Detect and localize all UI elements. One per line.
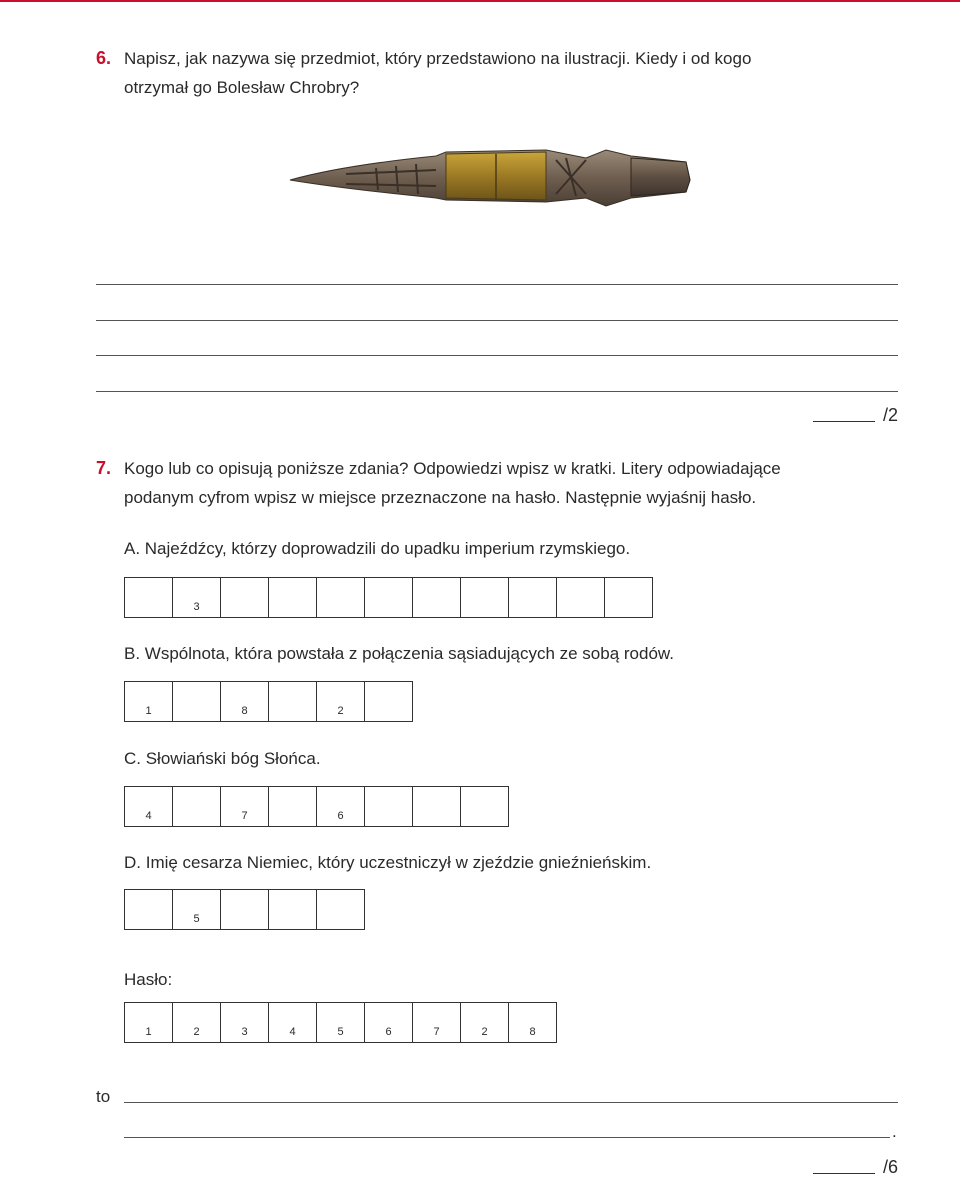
cell-digit: 4 <box>289 1026 296 1038</box>
task-7-score-label: /6 <box>882 1157 898 1177</box>
haslo-label: Hasło: <box>124 970 173 989</box>
cell-digit: 8 <box>241 705 248 717</box>
letter-cell[interactable] <box>268 786 317 827</box>
cell-digit: 1 <box>145 1026 152 1038</box>
letter-cell[interactable] <box>508 577 557 618</box>
answer-line-4[interactable] <box>96 391 898 392</box>
task-7-number: 7. <box>96 458 112 478</box>
letter-cell[interactable] <box>460 786 509 827</box>
cell-digit: 2 <box>337 705 344 717</box>
letter-cell[interactable] <box>460 1002 509 1043</box>
task-6-score-label: /2 <box>882 405 898 425</box>
question-d: D. Imię cesarza Niemiec, który uczestniczył w zjeździe gnieźnieńskim. <box>124 853 652 872</box>
letter-cell[interactable] <box>220 889 269 930</box>
letter-cell[interactable] <box>412 786 461 827</box>
letter-cell[interactable] <box>220 681 269 722</box>
letter-cell[interactable] <box>172 681 221 722</box>
cell-digit: 5 <box>337 1026 344 1038</box>
letter-cell[interactable] <box>220 577 269 618</box>
letter-cell[interactable] <box>412 1002 461 1043</box>
cell-digit: 6 <box>385 1026 392 1038</box>
letter-cell[interactable] <box>364 577 413 618</box>
task-6-prompt <box>96 44 751 102</box>
letter-cell[interactable] <box>220 786 269 827</box>
letter-cell[interactable] <box>268 681 317 722</box>
question-c: C. Słowiański bóg Słońca. <box>124 749 321 768</box>
task-6-line-1: Napisz, jak nazywa się przedmiot, który przedstawiono na ilustracji. Kiedy i od kogo <box>124 49 752 68</box>
grid-haslo <box>124 1002 557 1043</box>
cell-digit: 7 <box>433 1026 440 1038</box>
cell-digit: 3 <box>193 601 200 613</box>
answer-line-3[interactable] <box>96 355 898 356</box>
grid-c <box>124 786 509 827</box>
cell-digit: 3 <box>241 1026 248 1038</box>
letter-cell[interactable] <box>364 1002 413 1043</box>
sword-illustration <box>286 140 700 212</box>
score-blank[interactable] <box>813 421 875 422</box>
letter-cell[interactable] <box>556 577 605 618</box>
question-a: A. Najeźdźcy, którzy doprowadzili do upadku imperium rzymskiego. <box>124 539 631 558</box>
letter-cell[interactable] <box>460 577 509 618</box>
letter-cell[interactable] <box>124 786 173 827</box>
grid-d <box>124 889 365 930</box>
letter-cell[interactable] <box>316 577 365 618</box>
cell-digit: 2 <box>193 1026 200 1038</box>
letter-cell[interactable] <box>220 1002 269 1043</box>
cell-digit: 5 <box>193 913 200 925</box>
letter-cell[interactable] <box>124 681 173 722</box>
letter-cell[interactable] <box>508 1002 557 1043</box>
letter-cell[interactable] <box>604 577 653 618</box>
top-accent-line <box>0 0 960 2</box>
grid-b <box>124 681 413 722</box>
letter-cell[interactable] <box>172 1002 221 1043</box>
grid-a <box>124 577 653 618</box>
score-blank[interactable] <box>813 1173 875 1174</box>
letter-cell[interactable] <box>268 1002 317 1043</box>
task-7-line-2: podanym cyfrom wpisz w miejsce przeznaczone na hasło. Następnie wyjaśnij hasło. <box>124 488 757 507</box>
answer-line-2[interactable] <box>96 320 898 321</box>
task-7-line-1: Kogo lub co opisują poniższe zdania? Odpowiedzi wpisz w kratki. Litery odpowiadające <box>124 459 781 478</box>
letter-cell[interactable] <box>316 786 365 827</box>
question-b: B. Wspólnota, która powstała z połączenia sąsiadujących ze sobą rodów. <box>124 644 674 663</box>
letter-cell[interactable] <box>124 889 173 930</box>
letter-cell[interactable] <box>172 577 221 618</box>
letter-cell[interactable] <box>172 786 221 827</box>
letter-cell[interactable] <box>316 889 365 930</box>
letter-cell[interactable] <box>172 889 221 930</box>
cell-digit: 7 <box>241 810 248 822</box>
to-label: to <box>96 1087 111 1106</box>
letter-cell[interactable] <box>268 577 317 618</box>
letter-cell[interactable] <box>412 577 461 618</box>
letter-cell[interactable] <box>316 1002 365 1043</box>
letter-cell[interactable] <box>268 889 317 930</box>
cell-digit: 6 <box>337 810 344 822</box>
letter-cell[interactable] <box>364 786 413 827</box>
task-6-number: 6. <box>96 48 112 68</box>
letter-cell[interactable] <box>364 681 413 722</box>
letter-cell[interactable] <box>124 1002 173 1043</box>
explanation-line-2[interactable] <box>124 1137 890 1138</box>
period-mark: . <box>892 1122 897 1141</box>
cell-digit: 2 <box>481 1026 488 1038</box>
letter-cell[interactable] <box>316 681 365 722</box>
task-7-score <box>813 1157 898 1178</box>
task-7-prompt <box>96 454 781 512</box>
letter-cell[interactable] <box>124 577 173 618</box>
cell-digit: 1 <box>145 705 152 717</box>
answer-line-1[interactable] <box>96 284 898 285</box>
cell-digit: 4 <box>145 810 152 822</box>
cell-digit: 8 <box>529 1026 536 1038</box>
task-6-score <box>813 405 898 426</box>
explanation-line-1[interactable] <box>124 1102 898 1103</box>
task-6-line-2: otrzymał go Bolesław Chrobry? <box>124 78 360 97</box>
